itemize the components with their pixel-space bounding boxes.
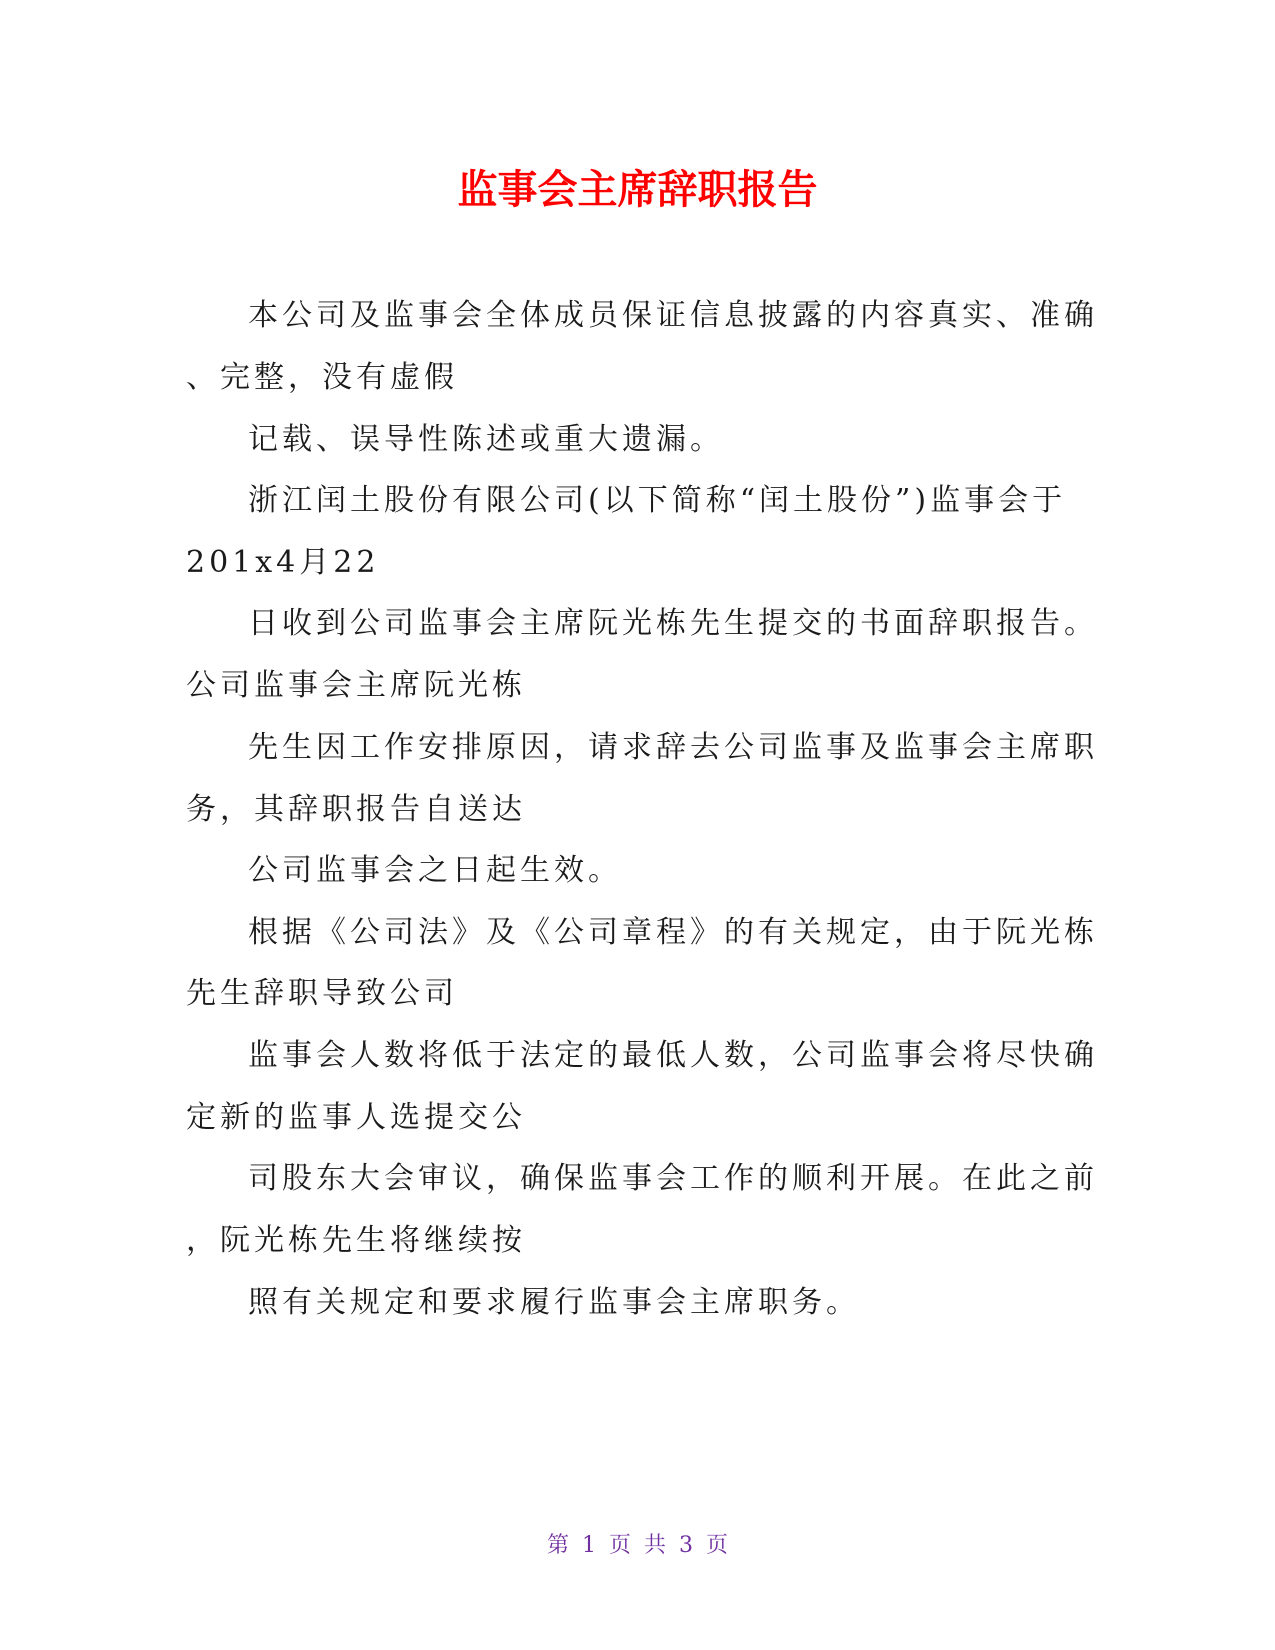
body-line: 司股东大会审议，确保监事会工作的顺利开展。在此之前: [248, 1161, 1098, 1196]
body-line: 、完整，没有虚假: [186, 360, 458, 395]
body-line: 公司监事会之日起生效。: [248, 853, 622, 888]
body-line: 日收到公司监事会主席阮光栋先生提交的书面辞职报告。: [248, 606, 1098, 641]
body-line: 公司监事会主席阮光栋: [186, 668, 526, 703]
body-line: 根据《公司法》及《公司章程》的有关规定，由于阮光栋: [248, 915, 1098, 950]
body-line: 先生因工作安排原因，请求辞去公司监事及监事会主席职: [248, 730, 1098, 765]
body-line: 201x4月22: [186, 545, 380, 580]
body-line: 监事会人数将低于法定的最低人数，公司监事会将尽快确: [248, 1038, 1098, 1073]
body-line: 先生辞职导致公司: [186, 976, 458, 1011]
body-line: 记载、误导性陈述或重大遗漏。: [248, 422, 724, 457]
document-title: 监事会主席辞职报告: [457, 167, 818, 213]
body-line: 定新的监事人选提交公: [186, 1100, 526, 1135]
body-line: 浙江闰土股份有限公司(以下简称“闰土股份”)监事会于: [248, 483, 1067, 518]
body-line: ，阮光栋先生将继续按: [186, 1223, 526, 1258]
body-line: 务，其辞职报告自送达: [186, 792, 526, 827]
body-line: 照有关规定和要求履行监事会主席职务。: [248, 1285, 860, 1320]
page-number-footer: 第 1 页 共 3 页: [547, 1533, 728, 1558]
body-line: 本公司及监事会全体成员保证信息披露的内容真实、准确: [248, 298, 1098, 333]
